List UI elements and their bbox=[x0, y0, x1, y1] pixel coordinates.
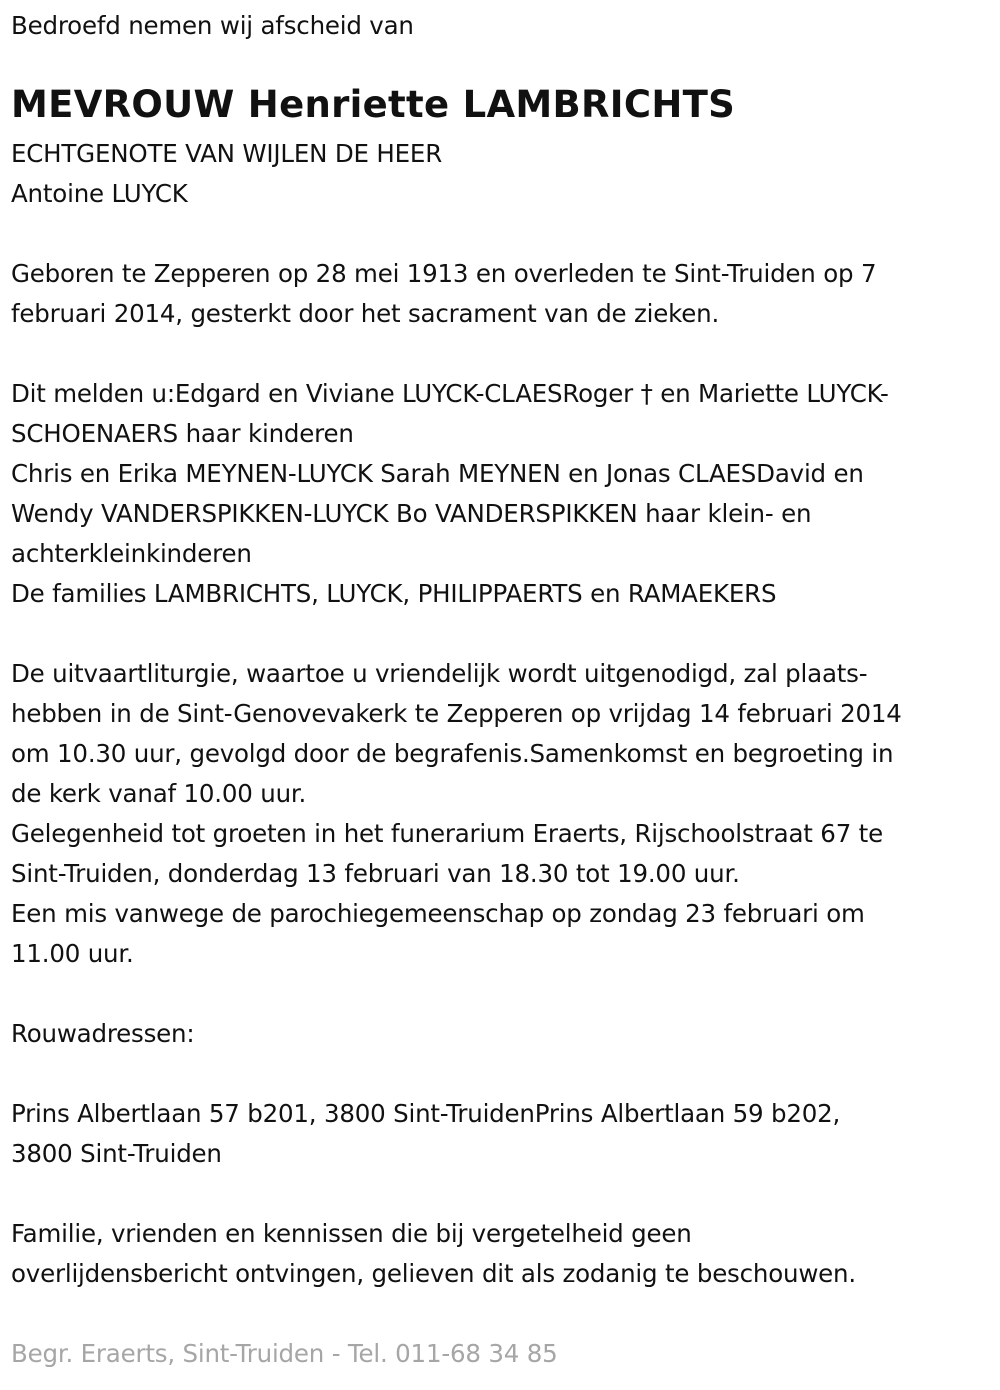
spouse-block bbox=[11, 134, 442, 214]
closing-paragraph bbox=[11, 1214, 856, 1294]
ceremony-paragraph bbox=[11, 654, 902, 974]
paragraph-line: Dit melden u:Edgard en Viviane LUYCK-CLAESRoger † en Mariette LUYCK- bbox=[11, 379, 889, 408]
address-line: 3800 Sint-Truiden bbox=[11, 1139, 222, 1168]
paragraph-line: Een mis vanwege de parochiegemeenschap op zondag 23 februari om bbox=[11, 899, 865, 928]
paragraph-line: Sint-Truiden, donderdag 13 februari van 18.30 tot 19.00 uur. bbox=[11, 859, 740, 888]
spouse-name: Antoine LUYCK bbox=[11, 179, 188, 208]
funeral-home-footer: Begr. Eraerts, Sint-Truiden - Tel. 011-68 34 85 bbox=[11, 1339, 558, 1368]
announcers-paragraph bbox=[11, 374, 889, 614]
paragraph-line: 11.00 uur. bbox=[11, 939, 134, 968]
paragraph-line: overlijdensbericht ontvingen, gelieven dit als zodanig te beschouwen. bbox=[11, 1259, 856, 1288]
addresses-block bbox=[11, 1094, 840, 1174]
deceased-name: MEVROUW Henriette LAMBRICHTS bbox=[11, 83, 736, 126]
paragraph-line: SCHOENAERS haar kinderen bbox=[11, 419, 354, 448]
intro-text: Bedroefd nemen wij afscheid van bbox=[11, 11, 414, 40]
paragraph-line: Gelegenheid tot groeten in het funerarium Eraerts, Rijschoolstraat 67 te bbox=[11, 819, 883, 848]
birth-death-paragraph bbox=[11, 254, 876, 334]
paragraph-line: achterkleinkinderen bbox=[11, 539, 252, 568]
paragraph-line: Familie, vrienden en kennissen die bij vergetelheid geen bbox=[11, 1219, 692, 1248]
paragraph-line: Chris en Erika MEYNEN-LUYCK Sarah MEYNEN en Jonas CLAESDavid en bbox=[11, 459, 864, 488]
paragraph-line: De families LAMBRICHTS, LUYCK, PHILIPPAERTS en RAMAEKERS bbox=[11, 579, 777, 608]
paragraph-line: februari 2014, gesterkt door het sacrament van de zieken. bbox=[11, 299, 720, 328]
paragraph-line: Wendy VANDERSPIKKEN-LUYCK Bo VANDERSPIKKEN haar klein- en bbox=[11, 499, 812, 528]
paragraph-line: de kerk vanaf 10.00 uur. bbox=[11, 779, 307, 808]
address-line: Prins Albertlaan 57 b201, 3800 Sint-TruidenPrins Albertlaan 59 b202, bbox=[11, 1099, 841, 1128]
paragraph-line: Geboren te Zepperen op 28 mei 1913 en overleden te Sint-Truiden op 7 bbox=[11, 259, 877, 288]
paragraph-line: hebben in de Sint-Genovevakerk te Zepperen op vrijdag 14 februari 2014 bbox=[11, 699, 902, 728]
paragraph-line: De uitvaartliturgie, waartoe u vriendelijk wordt uitgenodigd, zal plaats- bbox=[11, 659, 868, 688]
spouse-line: ECHTGENOTE VAN WIJLEN DE HEER bbox=[11, 139, 443, 168]
addresses-label-block bbox=[11, 1014, 194, 1054]
addresses-label: Rouwadressen: bbox=[11, 1019, 195, 1048]
paragraph-line: om 10.30 uur, gevolgd door de begrafenis.Samenkomst en begroeting in bbox=[11, 739, 894, 768]
